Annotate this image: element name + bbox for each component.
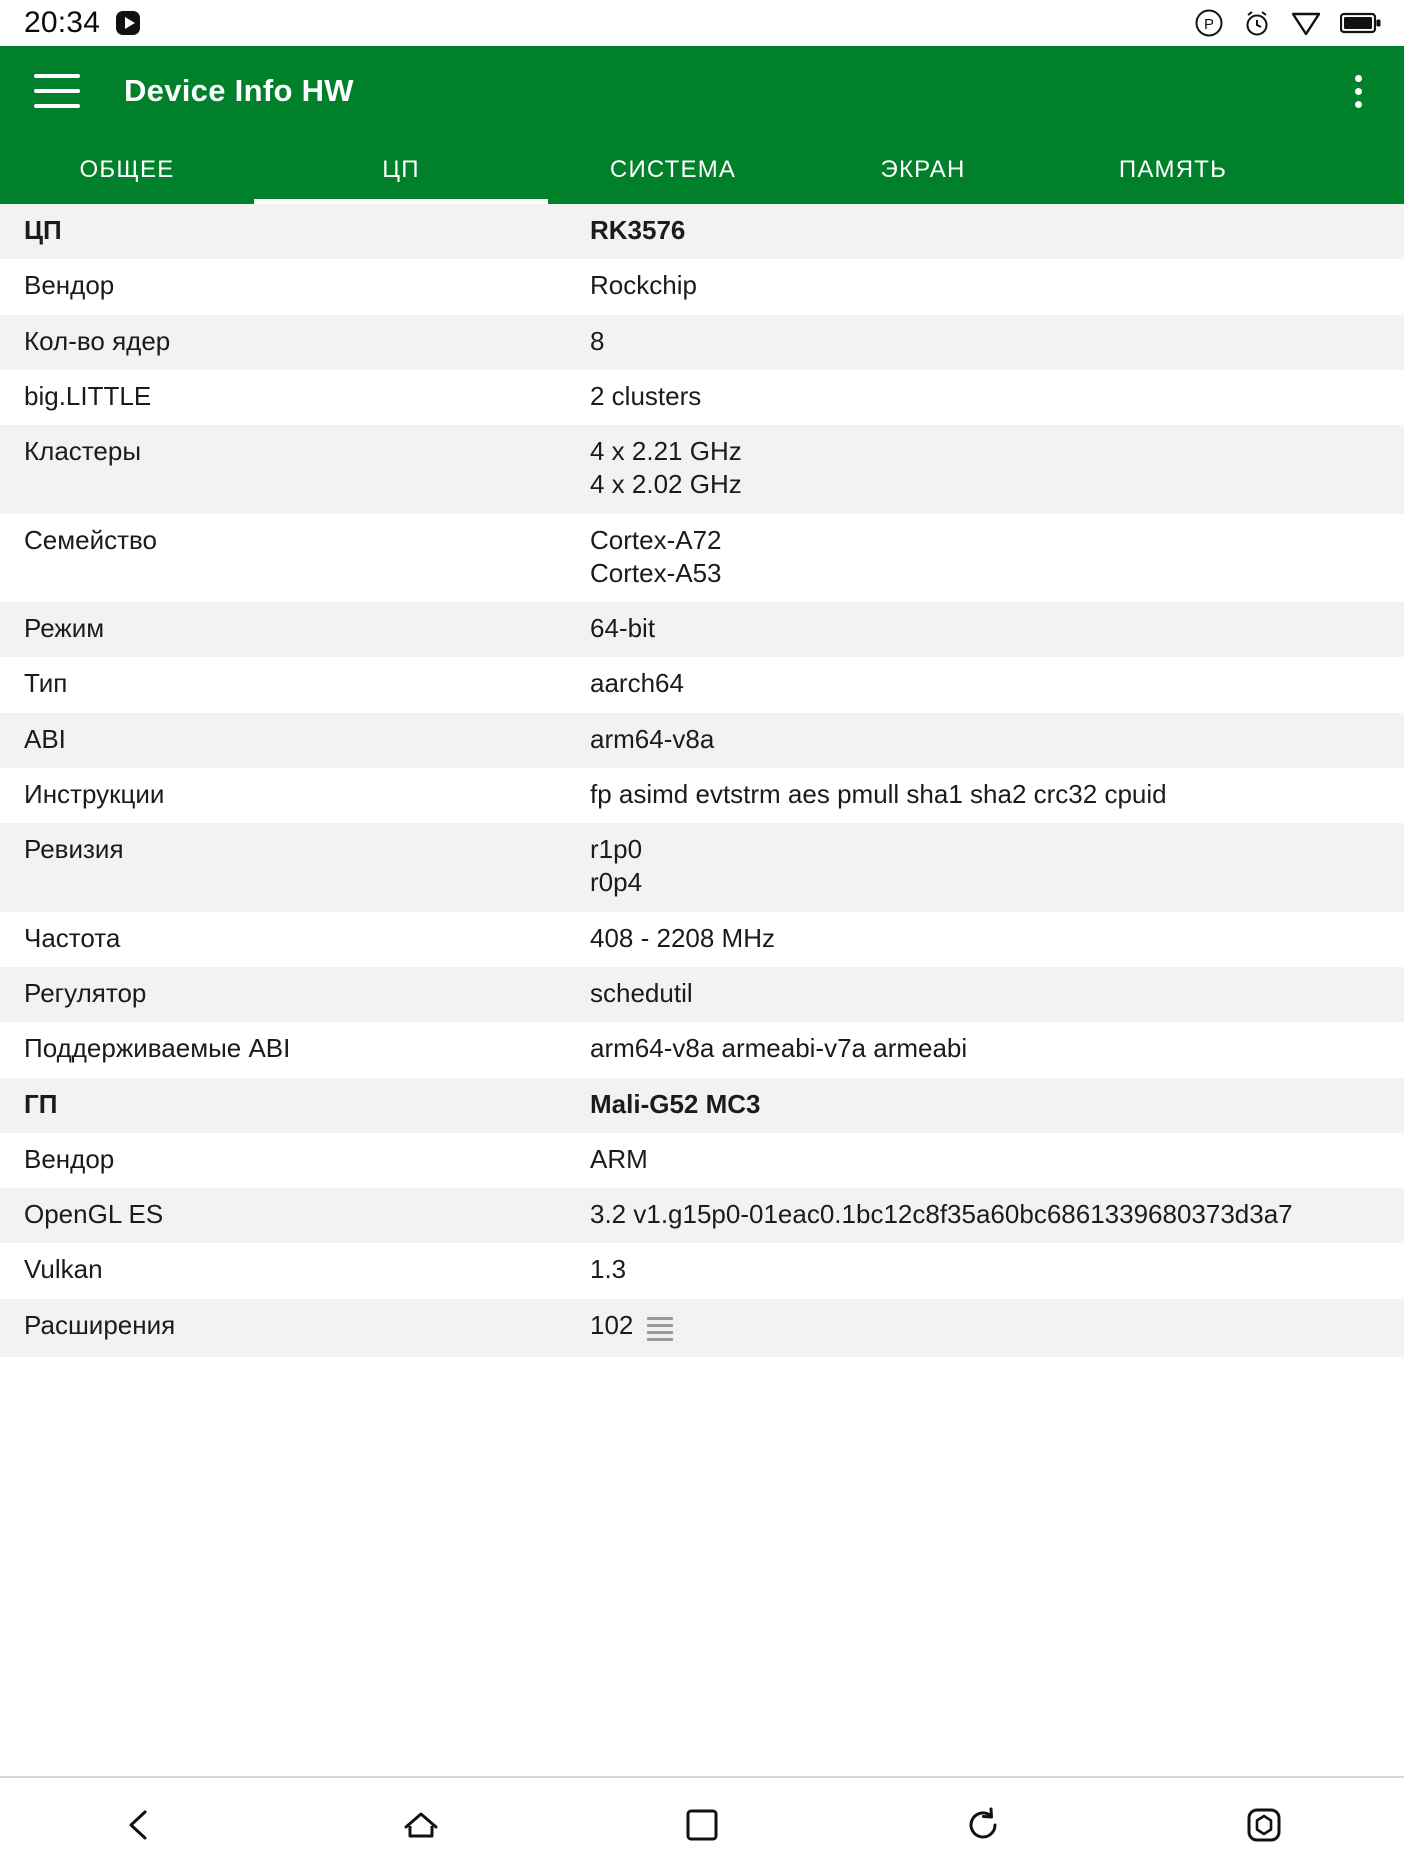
status-bar-left	[24, 6, 142, 40]
info-row	[0, 315, 1404, 370]
info-row-value-text: 8	[590, 325, 605, 356]
info-row-value	[590, 1253, 1382, 1286]
info-row-value-text: Mali-G52 MC3	[590, 1088, 761, 1119]
info-row-label: Vulkan	[24, 1254, 103, 1285]
info-row-label: OpenGL ES	[24, 1199, 164, 1230]
parking-p-icon	[1194, 8, 1224, 38]
refresh-icon	[965, 1807, 1001, 1843]
tab-obshchee[interactable]	[0, 136, 254, 204]
info-row-label: ГП	[24, 1088, 58, 1119]
info-row-value	[590, 1088, 1382, 1121]
info-row-value	[590, 380, 1382, 413]
info-row-label: Режим	[24, 613, 105, 644]
info-row	[0, 602, 1404, 657]
cpu-info-list[interactable]	[0, 204, 1404, 1558]
info-row-value-text: schedutil	[590, 977, 693, 1008]
info-row-value	[590, 1143, 1382, 1176]
info-row-value-text: 2 clusters	[590, 380, 702, 411]
info-row-value-text: arm64-v8a armeabi-v7a armeabi	[590, 1033, 968, 1064]
info-row-value	[590, 667, 1382, 700]
tab-label: ЦП	[382, 156, 420, 183]
info-row-value-text: ARM	[590, 1143, 648, 1174]
tab-ekran[interactable]	[798, 136, 1048, 204]
info-row-value-text: fp asimd evtstrm aes pmull sha1 sha2 crc32 cpuid	[590, 778, 1167, 809]
info-row-label: Тип	[24, 668, 68, 699]
aperture-icon	[1246, 1807, 1282, 1843]
system-navigation-bar	[0, 1776, 1404, 1872]
info-row	[0, 657, 1404, 712]
back-button[interactable]	[80, 1790, 200, 1860]
overflow-menu-icon[interactable]	[1338, 71, 1378, 111]
tab-label: ОБЩЕЕ	[79, 156, 175, 183]
info-row-value	[590, 922, 1382, 955]
status-bar-right	[1194, 8, 1382, 38]
battery-icon	[1340, 11, 1382, 35]
info-row-value	[590, 214, 1382, 247]
tab-label: ПАМЯТЬ	[1118, 156, 1228, 183]
rotate-button[interactable]	[923, 1790, 1043, 1860]
square-icon	[685, 1808, 719, 1842]
info-row-value-text: aarch64	[590, 668, 684, 699]
info-row-value	[590, 833, 1382, 900]
home-button[interactable]	[361, 1790, 481, 1860]
tab-bar	[0, 136, 1404, 204]
info-row-label: big.LITTLE	[24, 380, 152, 411]
info-row-label: ЦП	[24, 215, 62, 245]
info-row-value-text: Rockchip	[590, 270, 697, 301]
page-title: Device Info HW	[124, 73, 354, 108]
info-row	[0, 1078, 1404, 1133]
svg-text:P: P	[1203, 16, 1215, 33]
info-row-value	[590, 1309, 1382, 1345]
info-row-value-text: 408 - 2208 MHz	[590, 922, 775, 953]
info-row	[0, 967, 1404, 1022]
info-row	[0, 259, 1404, 314]
info-row-value-text: 64-bit	[590, 613, 656, 644]
info-row-value-text: 102	[590, 1309, 634, 1340]
info-row	[0, 1243, 1404, 1298]
info-row-value	[590, 977, 1382, 1010]
info-row	[0, 204, 1404, 259]
info-row-value-text: 3.2 v1.g15p0-01eac0.1bc12c8f35a60bc6861339680373d3a7	[590, 1199, 1293, 1230]
list-icon[interactable]	[647, 1317, 673, 1345]
tab-cpu[interactable]	[254, 136, 548, 204]
tab-pamyat[interactable]	[1048, 136, 1298, 204]
info-row	[0, 768, 1404, 823]
info-row	[0, 823, 1404, 912]
info-row	[0, 912, 1404, 967]
info-row-label: Вендор	[24, 270, 115, 301]
info-row-value	[590, 612, 1382, 645]
app-bar-top	[0, 46, 1404, 136]
tab-sistema[interactable]	[548, 136, 798, 204]
info-row-value-text: 1.3	[590, 1254, 627, 1285]
info-row-value-text: 4 x 2.21 GHz 4 x 2.02 GHz	[590, 436, 742, 500]
info-row-value	[590, 524, 1382, 591]
info-row-value	[590, 1032, 1382, 1065]
recents-button[interactable]	[642, 1790, 762, 1860]
info-row-value	[590, 435, 1382, 502]
info-row-value-text: r1p0 r0p4	[590, 834, 643, 898]
tab-label: ЭКРАН	[880, 156, 966, 183]
status-clock: 20:34	[24, 6, 101, 39]
info-row-label: Поддерживаемые ABI	[24, 1033, 291, 1064]
alarm-icon	[1242, 8, 1272, 38]
info-row	[0, 1022, 1404, 1077]
screenshot-button[interactable]	[1204, 1790, 1324, 1860]
info-row-value	[590, 778, 1382, 811]
info-row-value-text: arm64-v8a	[590, 723, 715, 754]
info-row[interactable]	[0, 1299, 1404, 1357]
info-row-label: Расширения	[24, 1309, 176, 1340]
shield-icon	[1290, 8, 1322, 38]
info-row	[0, 514, 1404, 603]
tab-label: СИСТЕМА	[609, 156, 737, 183]
info-row-label: ABI	[24, 723, 66, 754]
info-row-value	[590, 325, 1382, 358]
info-row	[0, 370, 1404, 425]
info-row-value	[590, 269, 1382, 302]
info-row	[0, 713, 1404, 768]
info-row	[0, 1188, 1404, 1243]
info-row	[0, 425, 1404, 514]
info-row-value	[590, 723, 1382, 756]
info-row-label: Регулятор	[24, 977, 147, 1008]
hamburger-menu-icon[interactable]	[34, 74, 80, 108]
info-row-value-text: Cortex-A72 Cortex-A53	[590, 524, 722, 588]
chevron-left-icon	[122, 1807, 158, 1843]
info-row-label: Ревизия	[24, 834, 124, 865]
info-row-label: Кластеры	[24, 436, 141, 467]
info-row	[0, 1133, 1404, 1188]
info-row-label: Частота	[24, 922, 121, 953]
home-icon	[401, 1807, 441, 1843]
info-row-label: Кол-во ядер	[24, 325, 171, 356]
app-bar	[0, 46, 1404, 204]
info-row-label: Семейство	[24, 524, 157, 555]
info-row-value-text: RK3576	[590, 215, 686, 245]
info-row-label: Инструкции	[24, 778, 165, 809]
play-badge-icon	[114, 9, 142, 37]
info-row-label: Вендор	[24, 1143, 115, 1174]
status-bar	[0, 0, 1404, 46]
info-row-value	[590, 1198, 1382, 1231]
